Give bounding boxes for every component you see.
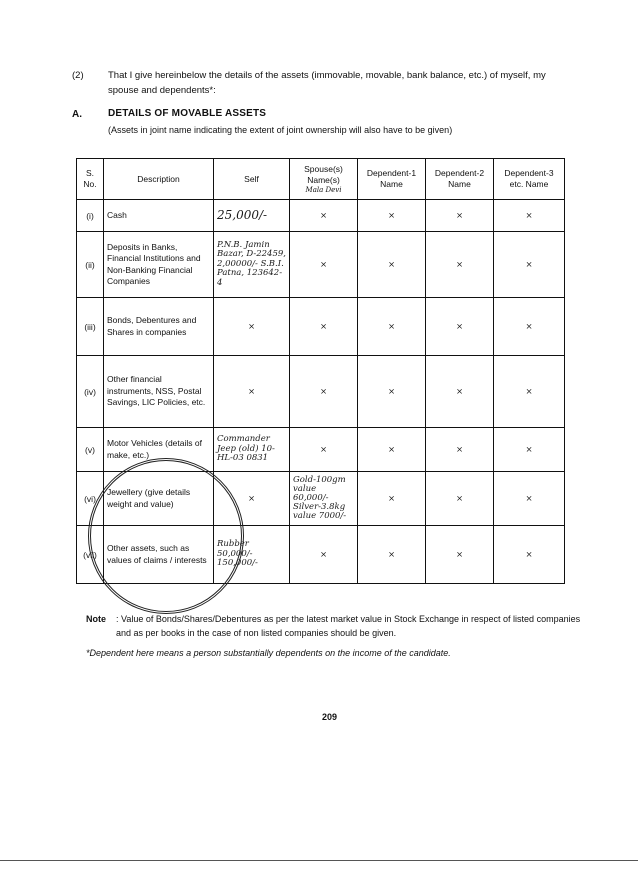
row-self: Rubber 50,000/- 150,000/-	[214, 526, 290, 584]
row-dependent-2: ×	[426, 472, 494, 526]
row-dependent-2: ×	[426, 200, 494, 232]
row-description: Jewellery (give details weight and value)	[104, 472, 214, 526]
row-dependent-3: ×	[494, 200, 565, 232]
table-row	[77, 232, 565, 298]
table-header-row	[77, 159, 565, 200]
intro-text: That I give hereinbelow the details of the assets (immovable, movable, bank balance, etc.) of myself, my spouse and dependents*:	[108, 70, 546, 96]
row-spouse: ×	[290, 526, 358, 584]
header-sno: S. No.	[77, 159, 104, 200]
header-spouse	[290, 159, 358, 200]
row-dependent-1: ×	[358, 428, 426, 472]
dependent-footnote: *Dependent here means a person substantially dependents on the income of the candidate.	[86, 648, 451, 658]
row-sno: (v)	[77, 428, 104, 472]
intro-number: (2)	[72, 70, 84, 81]
row-dependent-3: ×	[494, 232, 565, 298]
section-title: DETAILS OF MOVABLE ASSETS	[108, 108, 267, 119]
row-dependent-2: ×	[426, 428, 494, 472]
row-description: Cash	[104, 200, 214, 232]
row-dependent-1: ×	[358, 232, 426, 298]
row-dependent-2: ×	[426, 298, 494, 356]
note-text: : Value of Bonds/Shares/Debentures as per the latest market value in Stock Exchange in respect of listed companies and as per books in the case of non listed companies should be given.	[116, 614, 581, 638]
row-dependent-3: ×	[494, 356, 565, 428]
row-dependent-1: ×	[358, 200, 426, 232]
row-spouse: ×	[290, 200, 358, 232]
row-dependent-3: ×	[494, 472, 565, 526]
header-self: Self	[214, 159, 290, 200]
row-dependent-1: ×	[358, 356, 426, 428]
header-spouse-label: Spouse(s) Name(s)	[304, 164, 343, 185]
row-description: Other financial instruments, NSS, Postal Savings, LIC Policies, etc.	[104, 356, 214, 428]
row-dependent-2: ×	[426, 526, 494, 584]
row-dependent-1: ×	[358, 472, 426, 526]
bottom-rule	[0, 860, 638, 861]
row-spouse: ×	[290, 298, 358, 356]
row-dependent-2: ×	[426, 356, 494, 428]
row-dependent-2: ×	[426, 232, 494, 298]
row-self: ×	[214, 472, 290, 526]
header-description: Description	[104, 159, 214, 200]
header-dependent-3: Dependent-3 etc. Name	[494, 159, 565, 200]
row-dependent-3: ×	[494, 526, 565, 584]
row-sno: (i)	[77, 200, 104, 232]
header-dependent-1: Dependent-1 Name	[358, 159, 426, 200]
row-self: ×	[214, 298, 290, 356]
page-number: 209	[322, 712, 338, 722]
table-row	[77, 298, 565, 356]
row-self: Commander Jeep (old) 10-HL-03 0831	[214, 428, 290, 472]
table-row	[77, 200, 565, 232]
row-description: Deposits in Banks, Financial Institutions and Non-Banking Financial Companies	[104, 232, 214, 298]
row-spouse: Gold-100gm value 60,000/- Silver-3.8kg value 7000/-	[290, 472, 358, 526]
header-dependent-2: Dependent-2 Name	[426, 159, 494, 200]
row-sno: (vi)	[77, 472, 104, 526]
row-spouse: ×	[290, 428, 358, 472]
table-row	[77, 356, 565, 428]
row-self: P.N.B. Jamin Bazar, D-22459, 2,00000/- S.B.I. Patna, 123642-4	[214, 232, 290, 298]
row-spouse: ×	[290, 232, 358, 298]
row-sno: (vii)	[77, 526, 104, 584]
row-description: Other assets, such as values of claims / interests	[104, 526, 214, 584]
row-sno: (iv)	[77, 356, 104, 428]
row-description: Bonds, Debentures and Shares in companies	[104, 298, 214, 356]
row-sno: (ii)	[77, 232, 104, 298]
row-dependent-3: ×	[494, 298, 565, 356]
section-letter: A.	[72, 109, 82, 120]
note-label: Note	[86, 614, 106, 624]
official-seal-stamp	[88, 458, 244, 614]
row-self: ×	[214, 356, 290, 428]
row-spouse: ×	[290, 356, 358, 428]
row-dependent-3: ×	[494, 428, 565, 472]
row-dependent-1: ×	[358, 298, 426, 356]
row-dependent-1: ×	[358, 526, 426, 584]
row-description: Motor Vehicles (details of make, etc.)	[104, 428, 214, 472]
row-sno: (iii)	[77, 298, 104, 356]
row-self: 25,000/-	[214, 200, 290, 232]
section-subtitle: (Assets in joint name indicating the extent of joint ownership will also have to be given)	[108, 125, 453, 135]
spouse-name-handwritten: Mala Devi	[305, 186, 342, 194]
